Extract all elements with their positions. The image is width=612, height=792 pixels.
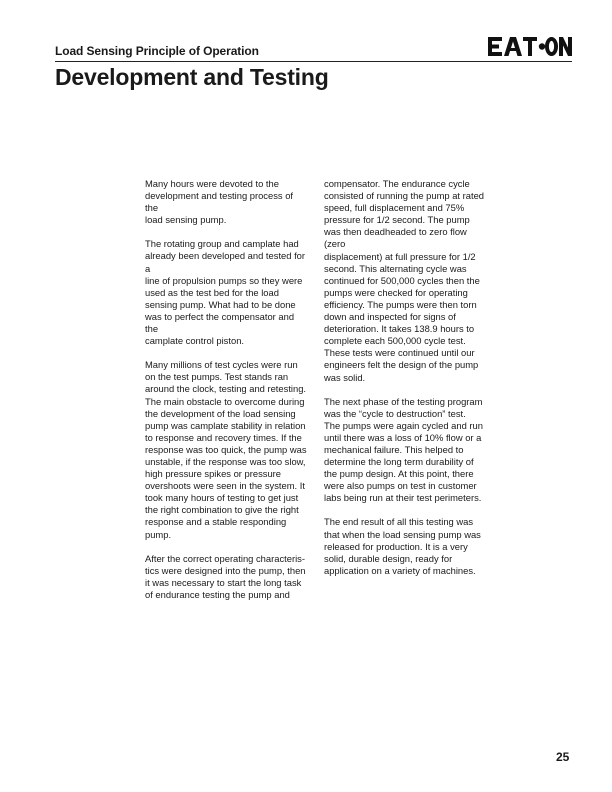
page-number: 25 [556, 750, 570, 764]
paragraph: The end result of all this testing was that when the load sensing pump was released for production. It is a very solid, durable design, ready for application on a variety of machines. [324, 516, 481, 576]
header-rule [55, 61, 572, 62]
paragraph: After the correct operating characteris- tics were designed into the pump, then it was necessary to start the long task of endurance testing the pump and [145, 552, 306, 600]
page-title: Development and Testing [55, 64, 329, 90]
eaton-logo [488, 37, 572, 56]
paragraph: Many millions of test cycles were run on the test pumps. Test stands ran around the clock, testing and retesting. The main obstacle to overcome during the development of the load sensing pump was camplate stability in relation to response and recovery times. If the response was too quick, the pump was unstable, if the response was too slow, high pressure spikes or pressure overshoots were seen in the system. It took many hours of testing to get just the right combination to give the right response and a stable responding pump. [145, 359, 307, 540]
body-column-left [145, 178, 307, 613]
paragraph: The rotating group and camplate had already been developed and tested for a line of propulsion pumps so they were used as the test bed for the load sensing pump. What had to be done was to perfect the compensator and the camplate control piston. [145, 238, 306, 347]
section-title: Load Sensing Principle of Operation [55, 44, 259, 58]
paragraph: The next phase of the testing program was the “cycle to destruction” test. The pumps were again cycled and run until there was a loss of 10% flow or a mechanical failure. This helped to determine the long term durability of the pump design. At this point, there were also pumps on test in customer labs being run at their test perimeters. [324, 395, 483, 504]
paragraph: compensator. The endurance cycle consisted of running the pump at rated speed, full displacement and 75% pressure for 1/2 second. The pump was then deadheaded to zero flow (zero displacement) at full pressure for 1/2 second. This alternating cycle was continued for 500,000 cycles then the pumps were checked for operating efficiency. The pumps were then torn down and inspected for signs of deterioration. It takes 138.9 hours to complete each 500,000 cycle test. These tests were continued until our engineers felt the design of the pump was solid. [324, 178, 484, 383]
paragraph: Many hours were devoted to the development and testing process of the load sensing pump. [145, 178, 294, 226]
body-column-right [324, 178, 486, 589]
